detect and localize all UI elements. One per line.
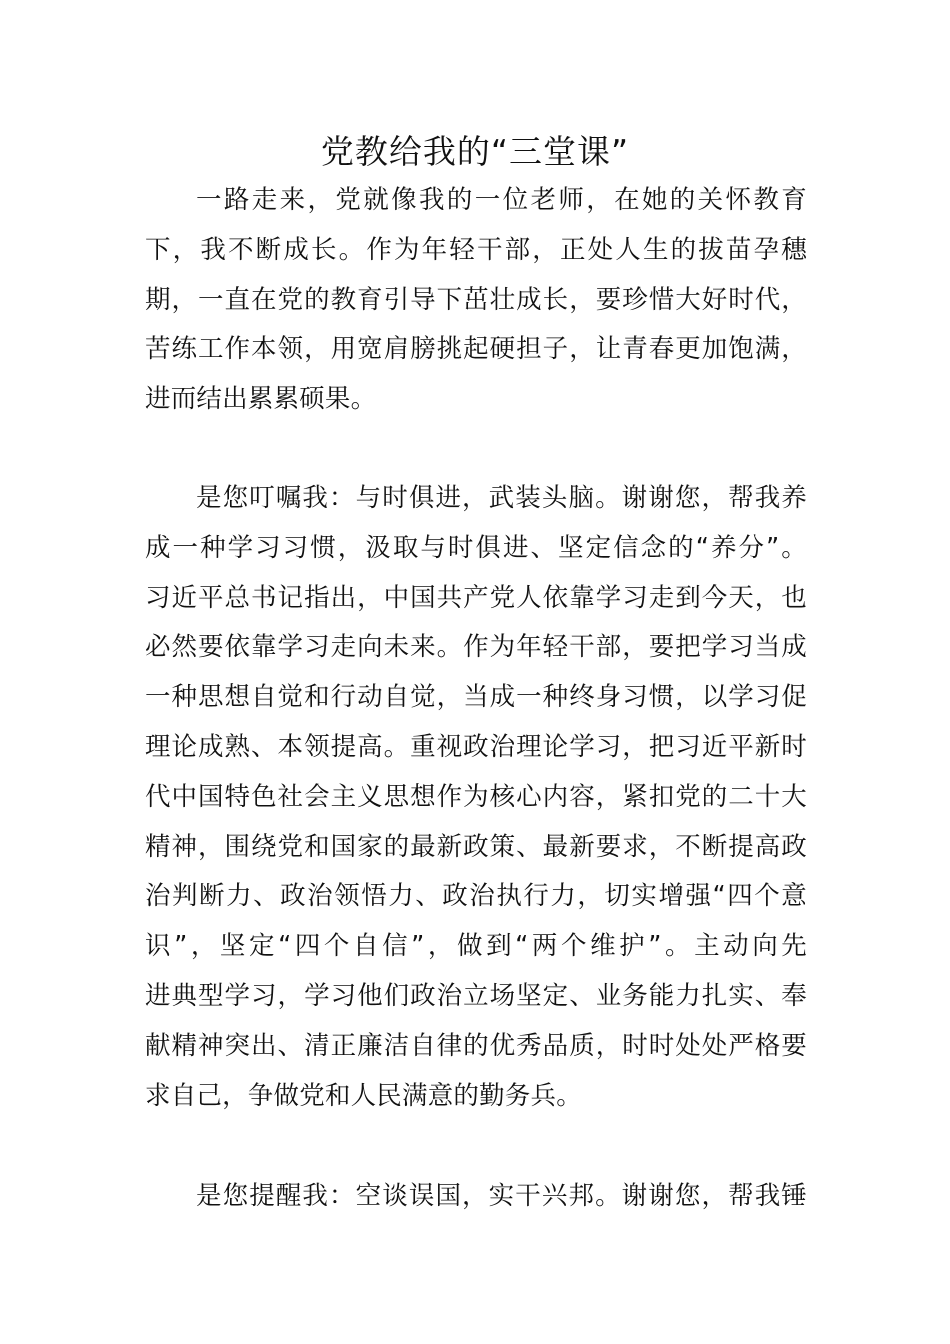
- paragraph-line: 必然要依靠学习走向未来。作为年轻干部，要把学习当成: [145, 632, 807, 663]
- paragraph-line: 精神，围绕党和国家的最新政策、最新要求，不断提高政: [145, 831, 807, 862]
- paragraph-line: 进而结出累累硕果。: [145, 384, 377, 415]
- paragraph-line: 是您叮嘱我：与时俱进，武装头脑。谢谢您，帮我养: [196, 483, 807, 513]
- paragraph-line: 一路走来，党就像我的一位老师，在她的关怀教育: [196, 185, 807, 215]
- paragraph-line: 献精神突出、清正廉洁自律的优秀品质，时时处处严格要: [145, 1030, 807, 1061]
- paragraph-line: 识”，坚定“四个自信”，做到“两个维护”。主动向先: [145, 931, 807, 962]
- paragraph-line: 求自己，争做党和人民满意的勤务兵。: [145, 1080, 582, 1111]
- paragraph-2: [145, 474, 807, 1121]
- paragraph-line: 一种思想自觉和行动自觉，当成一种终身习惯，以学习促: [145, 682, 807, 713]
- document-title: 党教给我的“三堂课”: [320, 132, 630, 171]
- paragraph-line: 习近平总书记指出，中国共产党人依靠学习走到今天，也: [145, 582, 807, 613]
- paragraph-line: 理论成熟、本领提高。重视政治理论学习，把习近平新时: [145, 731, 807, 762]
- paragraph-line: 代中国特色社会主义思想作为核心内容，紧扣党的二十大: [145, 781, 807, 812]
- paragraph-line: 成一种学习习惯，汲取与时俱进、坚定信念的“养分”。: [145, 532, 807, 563]
- paragraph-1: [145, 176, 807, 425]
- paragraph-3: [145, 1172, 807, 1222]
- paragraph-line: 治判断力、政治领悟力、政治执行力，切实增强“四个意: [145, 881, 807, 912]
- paragraph-line: 苦练工作本领，用宽肩膀挑起硬担子，让青春更加饱满，: [145, 334, 807, 365]
- paragraph-line: 下，我不断成长。作为年轻干部，正处人生的拔苗孕穗: [145, 234, 807, 265]
- paragraph-line: 是您提醒我：空谈误国，实干兴邦。谢谢您，帮我锤: [196, 1181, 807, 1211]
- paragraph-line: 进典型学习，学习他们政治立场坚定、业务能力扎实、奉: [145, 980, 807, 1011]
- paragraph-line: 期，一直在党的教育引导下茁壮成长，要珍惜大好时代，: [145, 284, 807, 315]
